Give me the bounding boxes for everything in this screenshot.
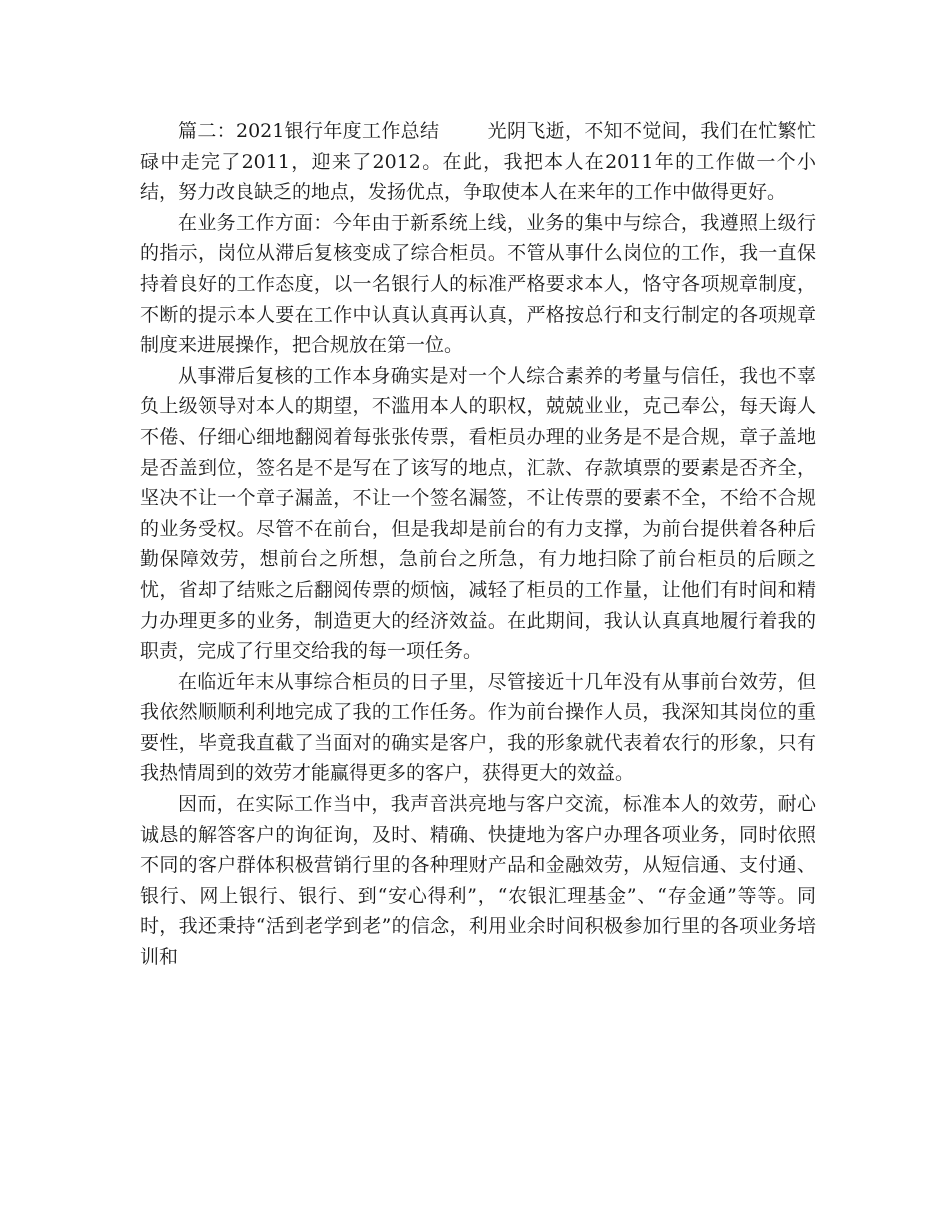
paragraph: 因而，在实际工作当中，我声音洪亮地与客户交流，标准本人的效劳，耐心诚恳的解答客户的询征询，及时、精确、快捷地为客户办理各项业务，同时依照不同的客户群体积极营销行里的各种理财产品和金融效劳，从短信通、支付通、银行、网上银行、银行、到“安心得利”，“农银汇理基金”、“存金通”等等。同时，我还秉持“活到老学到老”的信念，利用业余时间积极参加行里的各项业务培训和 [140, 793, 816, 969]
document-body [140, 116, 816, 973]
paragraph: 从事滞后复核的工作本身确实是对一个人综合素养的考量与信任，我也不辜负上级领导对本人的期望，不滥用本人的职权，兢兢业业，克己奉公，每天诲人不倦、仔细心细地翻阅着每张张传票，看柜员办理的业务是不是合规，章子盖地是否盖到位，签名是不是写在了该写的地点，汇款、存款填票的要素是否齐全，坚决不让一个章子漏盖，不让一个签名漏签，不让传票的要素不全，不给不合规的业务受权。尽管不在前台，但是我却是前台的有力支撑，为前台提供着各种后勤保障效劳，想前台之所想，急前台之所急，有力地扫除了前台柜员的后顾之忧，省却了结账之后翻阅传票的烦恼，减轻了柜员的工作量，让他们有时间和精力办理更多的业务，制造更大的经济效益。在此期间，我认认真真地履行着我的职责，完成了行里交给我的每一项任务。 [140, 364, 816, 663]
paragraph-text: 光阴飞逝，不知不觉间，我们在忙繁忙碌中走完了2011，迎来了2012。在此，我把本人在2011年的工作做一个小结，努力改良缺乏的地点，发扬优点，争取使本人在来年的工作中做得更好。 [140, 120, 816, 204]
intro-paragraph [140, 116, 816, 208]
paragraph: 在业务工作方面：今年由于新系统上线，业务的集中与综合，我遵照上级行的指示，岗位从滞后复核变成了综合柜员。不管从事什么岗位的工作，我一直保持着良好的工作态度，以一名银行人的标准严格要求本人，恪守各项规章制度，不断的提示本人要在工作中认真认真再认真，严格按总行和支行制定的各项规章制度来进展操作，把合规放在第一位。 [140, 211, 816, 357]
document-heading: 篇二：2021银行年度工作总结 [178, 120, 440, 142]
paragraph: 在临近年末从事综合柜员的日子里，尽管接近十几年没有从事前台效劳，但我依然顺顺利利地完成了我的工作任务。作为前台操作人员，我深知其岗位的重要性，毕竟我直截了当面对的确实是客户，我的形象就代表着农行的形象，只有我热情周到的效劳才能赢得更多的客户，获得更大的效益。 [140, 670, 816, 785]
